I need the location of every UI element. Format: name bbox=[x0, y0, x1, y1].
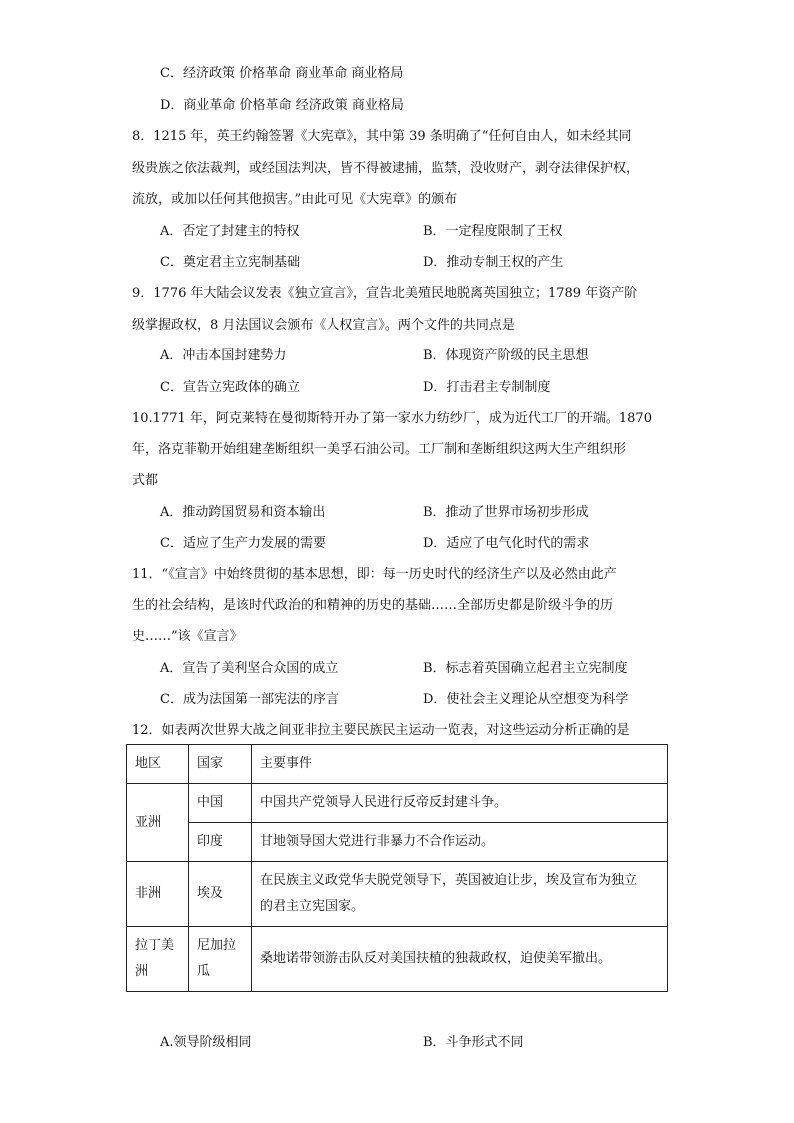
q10-stem-line-2: 年，洛克菲勒开始组建垄断组织一美孚石油公司。工厂制和垄断组织这两大生产组织形 bbox=[132, 442, 627, 457]
country-china: 中国 bbox=[189, 784, 252, 823]
q8-option-b[interactable]: B．一定程度限制了王权 bbox=[423, 224, 563, 239]
table-row bbox=[127, 862, 668, 927]
region-africa: 非洲 bbox=[127, 862, 189, 927]
region-latin-america bbox=[127, 927, 189, 992]
table-row bbox=[127, 784, 668, 823]
q10-stem-line-3: 式都 bbox=[132, 473, 159, 488]
q8-option-a[interactable]: A．否定了封建主的特权 bbox=[160, 224, 300, 239]
region-latin-line-2: 洲 bbox=[135, 964, 149, 979]
q11-stem-line-1: 11．“《宣言》中始终贯彻的基本思想，即：每一历史时代的经济生产以及必然由此产 bbox=[132, 567, 617, 582]
q8-stem-line-3: 流放，或加以任何其他损害。”由此可见《大宪章》的颁布 bbox=[132, 192, 458, 207]
q10-option-a[interactable]: A．推动跨国贸易和资本输出 bbox=[160, 505, 326, 520]
q9-option-d[interactable]: D．打击君主专制制度 bbox=[423, 380, 551, 395]
movements-table bbox=[126, 744, 668, 992]
q8-stem-line-1: 8．1215 年，英王约翰签署《大宪章》，其中第 39 条明确了“任何自由人，如未经其同 bbox=[132, 129, 632, 144]
country-egypt: 埃及 bbox=[189, 862, 252, 927]
event-china: 中国共产党领导人民进行反帝反封建斗争。 bbox=[252, 784, 668, 823]
q9-stem-line-2: 级掌握政权，8 月法国议会颁布《人权宣言》。两个文件的共同点是 bbox=[132, 318, 515, 333]
q11-option-c[interactable]: C．成为法国第一部宪法的序言 bbox=[160, 692, 339, 707]
q12-stem: 12．如表两次世界大战之间亚非拉主要民族民主运动一览表，对这些运动分析正确的是 bbox=[132, 723, 630, 738]
country-nicaragua-line-1: 尼加拉 bbox=[197, 938, 237, 953]
q12-option-a[interactable]: A.领导阶级相同 bbox=[160, 1035, 252, 1050]
q9-stem-line-1: 9．1776 年大陆会议发表《独立宣言》，宣告北美殖民地脱离英国独立；1789 年资产阶 bbox=[132, 286, 638, 301]
table-row bbox=[127, 823, 668, 862]
q10-stem-line-1: 10.1771 年，阿克莱特在曼彻斯特开办了第一家水力纺纱厂，成为近代工厂的开端。1870 bbox=[132, 411, 652, 426]
q9-option-b[interactable]: B．体现资产阶级的民主思想 bbox=[423, 348, 589, 363]
event-egypt-line-1: 在民族主义政党华夫脱党领导下，英国被迫让步，埃及宣布为独立 bbox=[260, 873, 638, 888]
q7-option-c[interactable]: C．经济政策 价格革命 商业革命 商业格局 bbox=[160, 66, 404, 81]
country-india: 印度 bbox=[189, 823, 252, 862]
header-event: 主要事件 bbox=[252, 745, 668, 784]
q10-option-c[interactable]: C．适应了生产力发展的需要 bbox=[160, 536, 326, 551]
q9-option-a[interactable]: A．冲击本国封建势力 bbox=[160, 348, 287, 363]
q11-stem-line-2: 生的社会结构，是该时代政治的和精神的历史的基础……全部历史都是阶级斗争的历 bbox=[132, 598, 614, 613]
table-row bbox=[127, 927, 668, 992]
country-nicaragua bbox=[189, 927, 252, 992]
country-nicaragua-line-2: 瓜 bbox=[197, 964, 211, 979]
q10-option-b[interactable]: B．推动了世界市场初步形成 bbox=[423, 505, 589, 520]
header-region: 地区 bbox=[127, 745, 189, 784]
event-egypt bbox=[252, 862, 668, 927]
region-asia: 亚洲 bbox=[127, 784, 189, 862]
q10-option-d[interactable]: D．适应了电气化时代的需求 bbox=[423, 536, 590, 551]
q11-stem-line-3: 史……”该《宣言》 bbox=[132, 629, 243, 644]
table-header-row bbox=[127, 745, 668, 784]
event-india: 甘地领导国大党进行非暴力不合作运动。 bbox=[252, 823, 668, 862]
q8-option-c[interactable]: C．奠定君主立宪制基础 bbox=[160, 255, 300, 270]
q12-option-b[interactable]: B．斗争形式不同 bbox=[423, 1035, 524, 1050]
header-country: 国家 bbox=[189, 745, 252, 784]
region-latin-line-1: 拉丁美 bbox=[135, 938, 175, 953]
q11-option-d[interactable]: D．使社会主义理论从空想变为科学 bbox=[423, 692, 629, 707]
q11-option-a[interactable]: A．宣告了美利坚合众国的成立 bbox=[160, 661, 339, 676]
event-egypt-line-2: 的君主立宪国家。 bbox=[260, 899, 365, 914]
q8-option-d[interactable]: D．推动专制王权的产生 bbox=[423, 255, 564, 270]
event-nicaragua: 桑地诺带领游击队反对美国扶植的独裁政权，迫使美军撤出。 bbox=[252, 927, 668, 992]
q9-option-c[interactable]: C．宣告立宪政体的确立 bbox=[160, 380, 300, 395]
q8-stem-line-2: 级贵族之依法裁判，或经国法判决，皆不得被逮捕，监禁，没收财产，剥夺法律保护权， bbox=[132, 161, 640, 176]
q7-option-d[interactable]: D．商业革命 价格革命 经济政策 商业格局 bbox=[160, 98, 404, 113]
q11-option-b[interactable]: B．标志着英国确立起君主立宪制度 bbox=[423, 661, 628, 676]
